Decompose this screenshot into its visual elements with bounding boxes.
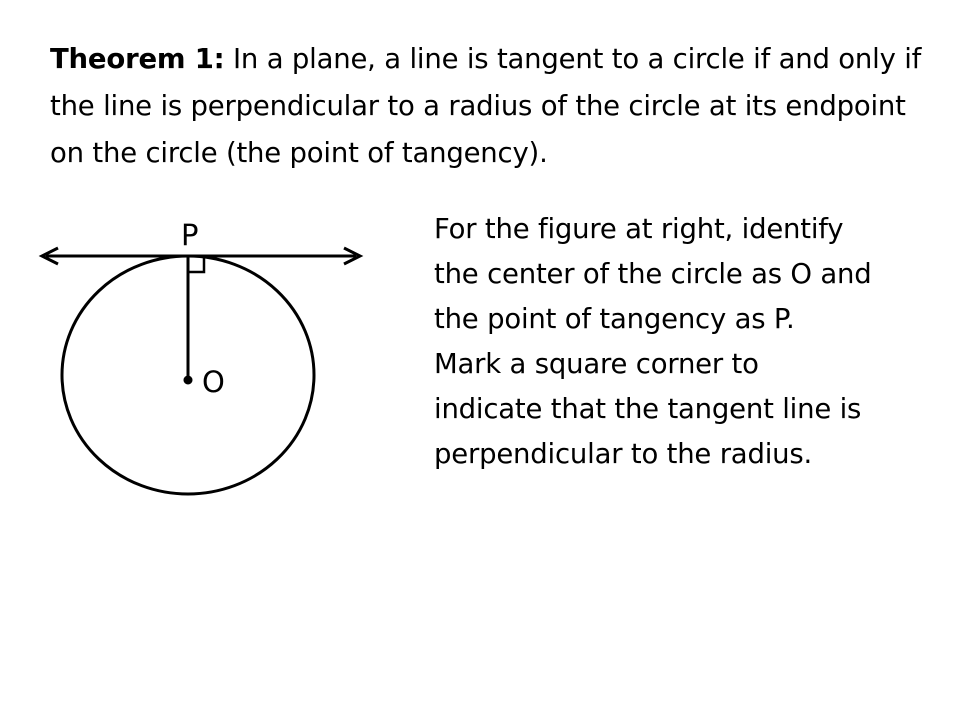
instruction-line: perpendicular to the radius. — [434, 438, 813, 470]
theorem-label: Theorem 1: — [50, 43, 225, 75]
theorem-text: In a plane, a line is tangent to a circle if and only if the line is perpendicular to a radius of the circle at its endpoint on the circle (the point of tangency). — [50, 43, 922, 169]
center-point — [184, 376, 193, 385]
instruction-line: indicate that the tangent line is — [434, 393, 862, 425]
point-p-label: P — [181, 218, 199, 252]
right-angle-marker — [188, 256, 204, 272]
instruction-line: the center of the circle as O and — [434, 258, 872, 290]
instruction-line: Mark a square corner to — [434, 348, 759, 380]
instruction-line: For the figure at right, identify — [434, 213, 844, 245]
instructions-text — [434, 207, 934, 477]
instruction-line: the point of tangency as P. — [434, 303, 795, 335]
center-o-label: O — [202, 365, 225, 399]
